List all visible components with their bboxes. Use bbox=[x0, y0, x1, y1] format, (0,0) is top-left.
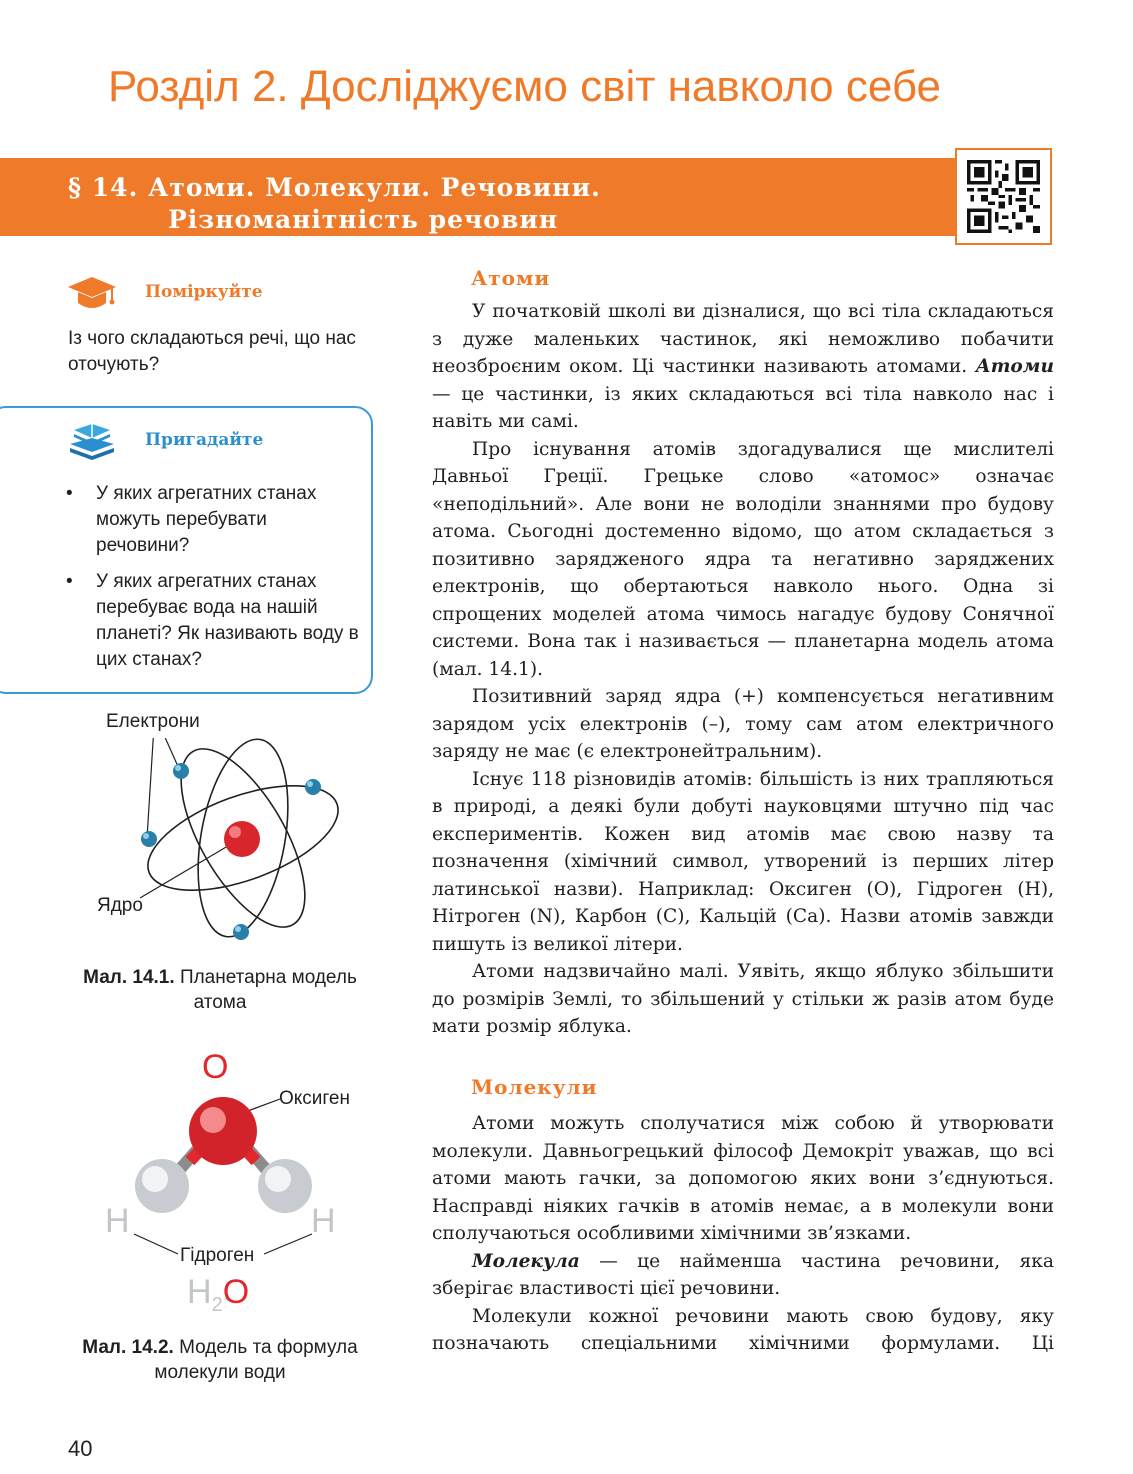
section-title-line2: Різноманітність речовин bbox=[168, 205, 559, 234]
paragraph: Атоми можуть сполучатися між собою й утворювати молекули. Давньогрецький філософ Демокріт уважав, що всі атоми мають гачки, за допомогою яких вони з’єднуються. Насправді ніяких гачків в атомів немає, а в молекули вони сполучаються особливими хімічними зв’язками. bbox=[432, 1113, 1054, 1244]
hydrogen-symbol-right: H bbox=[311, 1202, 336, 1240]
term: Атоми bbox=[975, 356, 1054, 377]
molecules-text bbox=[432, 1110, 1054, 1358]
graduation-cap-icon bbox=[66, 275, 118, 313]
atoms-heading: Атоми bbox=[471, 266, 551, 290]
atom-diagram bbox=[120, 738, 370, 943]
paragraph: Атоми надзвичайно малі. Уявіть, якщо яблуко збільшити до розмірів Землі, то збільшений у стільки ж разів атом буде мати розмір яблука. bbox=[432, 961, 1054, 1037]
paragraph-text: — це найменша частина речовини, яка зберігає властивості цієї речовини. bbox=[432, 1250, 1054, 1299]
think-heading: Поміркуйте bbox=[145, 282, 263, 302]
figure2-caption bbox=[75, 1335, 365, 1385]
remember-list bbox=[64, 481, 364, 683]
figure1-caption-text: Планетарна модель атома bbox=[179, 967, 357, 1013]
hydrogen-label: Гідроген bbox=[180, 1245, 255, 1266]
molecules-heading: Молекули bbox=[471, 1075, 598, 1099]
books-icon bbox=[66, 422, 118, 462]
qr-code-icon bbox=[967, 160, 1040, 233]
oxygen-symbol: O bbox=[202, 1048, 229, 1086]
atoms-text bbox=[432, 298, 1054, 1041]
figure1-caption-number: Мал. 14.1. bbox=[83, 967, 175, 988]
figure1-caption bbox=[70, 965, 370, 1015]
paragraph-text: — це частинки, із яких складаються всі тіла навколо нас і навіть ми самі. bbox=[432, 383, 1054, 432]
page-number: 40 bbox=[68, 1436, 93, 1461]
paragraph: Молекули кожної речовини мають свою будову, яку позначають спеціальними хімічними формулами. Ці bbox=[432, 1305, 1054, 1354]
term: Молекула bbox=[472, 1250, 580, 1272]
hydrogen-symbol-left: H bbox=[105, 1202, 130, 1240]
remember-heading: Пригадайте bbox=[145, 430, 264, 450]
formula-oxygen: O bbox=[222, 1273, 250, 1311]
qr-code[interactable] bbox=[955, 148, 1052, 245]
section-title-line1: § 14. Атоми. Молекули. Речовини. bbox=[68, 173, 601, 202]
paragraph bbox=[432, 298, 1054, 436]
list-item: • У яких агрегатних станах перебуває вода на нашій планеті? Як називають воду в цих станах? bbox=[64, 569, 364, 673]
paragraph-text: У початковій школі ви дізналися, що всі тіла складаються з дуже маленьких частинок, які неможливо побачити неозброєним оком. Ці частинки називають атомами. bbox=[432, 301, 1054, 377]
list-item: • У яких агрегатних станах можуть перебувати речовини? bbox=[64, 481, 364, 559]
formula-subscript: 2 bbox=[211, 1294, 223, 1316]
chapter-title: Розділ 2. Досліджуємо світ навколо себе bbox=[108, 62, 942, 111]
think-question: Із чого складаються речі, що нас оточують? bbox=[68, 328, 356, 375]
section-title bbox=[68, 172, 601, 236]
water-formula bbox=[187, 1273, 249, 1317]
nucleus-label: Ядро bbox=[97, 895, 143, 916]
paragraph: Позитивний заряд ядра (+) компенсується негативним зарядом усіх електронів (–), тому сам атом електричного заряду не має (є електронейтральним). bbox=[432, 686, 1054, 762]
nucleus bbox=[224, 821, 260, 857]
electrons-label: Електрони bbox=[106, 711, 200, 732]
paragraph bbox=[432, 1248, 1054, 1303]
figure2-caption-number: Мал. 14.2. bbox=[82, 1337, 174, 1358]
paragraph: Існує 118 різновидів атомів: більшість із них трапляються в природі, а деякі були добуті науковцями штучно під час експериментів. Кожен вид атомів має свою назву та позначення (хімічний символ, утворений із перших літер латинської назви). Наприклад: Оксиген (O), Гідроген (H), Нітроген (N), Карбон (C), Кальцій (Ca). Назви атомів завжди пишуть із великої літери. bbox=[432, 768, 1054, 955]
oxygen-label: Оксиген bbox=[279, 1088, 350, 1109]
paragraph: Про існування атомів здогадувалися ще мислителі Давньої Греції. Грецьке слово «атомос» означає «неподільний». Але вони не володіли знаннями про будову атома. Сьогодні достеменно відомо, що атом складається з позитивно зарядженого ядра та негативно заряджених електронів, що обертаються навколо нього. Одна зі спрощених моделей атома чимось нагадує будову Сонячної системи. Вона так і називається — планетарна модель атома (мал. 14.1). bbox=[432, 438, 1054, 680]
formula-hydrogen: H bbox=[187, 1273, 212, 1311]
figure2-caption-text: Модель та формула молекули води bbox=[154, 1337, 358, 1383]
